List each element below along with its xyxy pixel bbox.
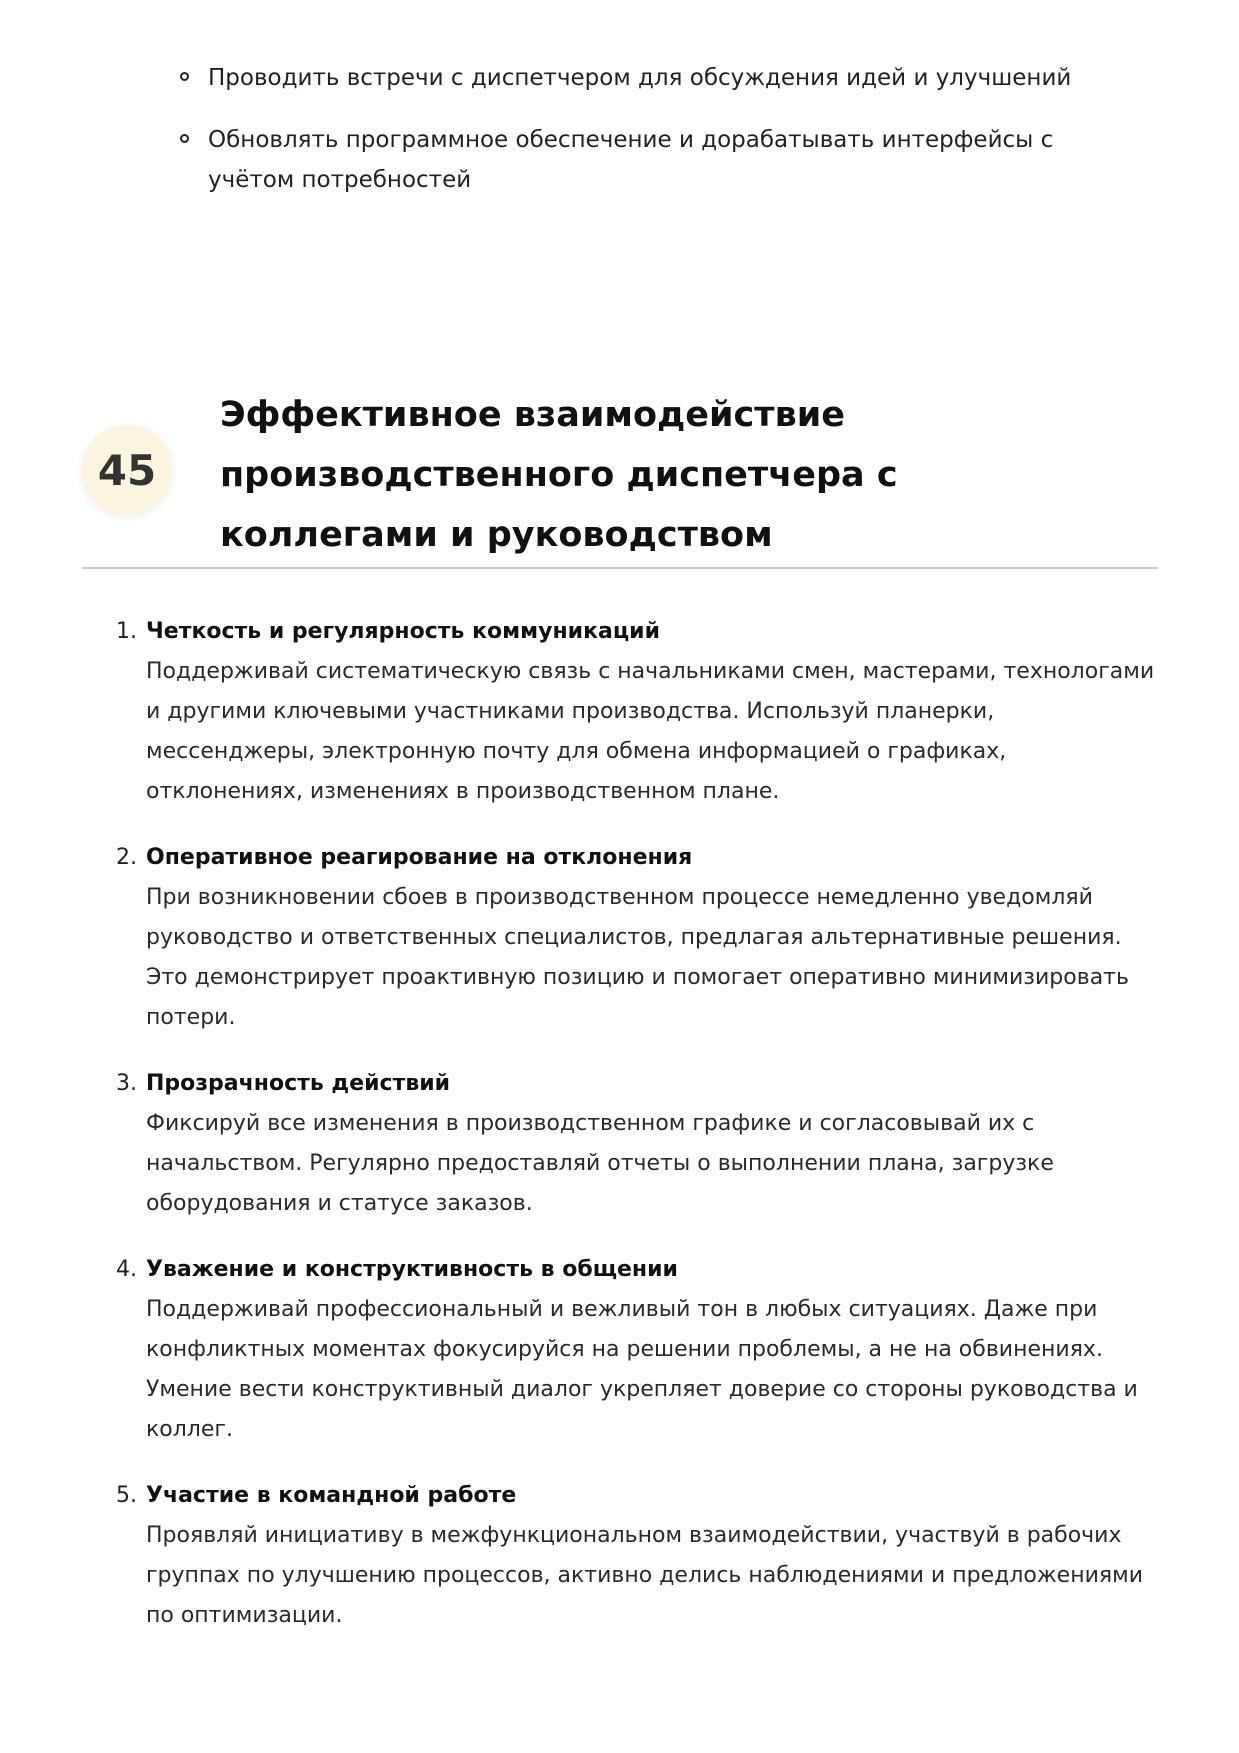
list-item: [116, 1064, 1161, 1224]
section-number-badge: 45: [82, 425, 172, 515]
section-title: Эффективное взаимодействие производственного диспетчера с коллегами и руководством: [220, 395, 898, 555]
sub-bullet-text: Проводить встречи с диспетчером для обсуждения идей и улучшений: [208, 65, 1072, 91]
list-item: [116, 1250, 1161, 1450]
item-body: Поддерживай систематическую связь с начальниками смен, мастерами, технологами и другими ключевыми участниками производства. Используй планерки, мессенджеры, электронную почту для обмена информацией о графиках, отклонениях, изменениях в производственном плане.: [146, 659, 1155, 804]
item-title: Участие в командной работе: [146, 1483, 517, 1508]
item-body: Поддерживай профессиональный и вежливый тон в любых ситуациях. Даже при конфликтных моментах фокусируйся на решении проблемы, а не на обвинениях. Умение вести конструктивный диалог укрепляет доверие со стороны руководства и коллег.: [146, 1297, 1138, 1442]
item-number: 2.: [116, 845, 137, 870]
list-item: [116, 612, 1161, 812]
item-body: Проявляй инициативу в межфункциональном взаимодействии, участвуй в рабочих группах по улучшению процессов, активно делись наблюдениями и предложениями по оптимизации.: [146, 1523, 1144, 1628]
numbered-list: [116, 612, 1161, 1662]
list-item: [116, 838, 1161, 1038]
hollow-bullet-icon: [180, 134, 189, 143]
list-item: [116, 1476, 1161, 1636]
hollow-bullet-icon: [180, 72, 189, 81]
item-number: 5.: [116, 1483, 137, 1508]
item-title: Оперативное реагирование на отклонения: [146, 845, 693, 870]
section-divider: [82, 567, 1158, 569]
item-number: 3.: [116, 1071, 137, 1096]
item-body: Фиксируй все изменения в производственном графике и согласовывай их с начальством. Регулярно предоставляй отчеты о выполнении плана, загрузке оборудования и статусе заказов.: [146, 1111, 1054, 1216]
sub-bullet-item: [178, 120, 1128, 200]
item-number: 1.: [116, 619, 137, 644]
sub-bullet-item: [178, 58, 1128, 98]
sub-bullet-list: [178, 58, 1128, 222]
item-title: Четкость и регулярность коммуникаций: [146, 619, 660, 644]
sub-bullet-text: Обновлять программное обеспечение и дорабатывать интерфейсы с учётом потребностей: [208, 127, 1054, 193]
item-body: При возникновении сбоев в производственном процессе немедленно уведомляй руководство и ответственных специалистов, предлагая альтернативные решения. Это демонстрирует проактивную позицию и помогает оперативно минимизировать потери.: [146, 885, 1129, 1030]
item-title: Прозрачность действий: [146, 1071, 451, 1096]
item-number: 4.: [116, 1257, 137, 1282]
item-title: Уважение и конструктивность в общении: [146, 1257, 678, 1282]
